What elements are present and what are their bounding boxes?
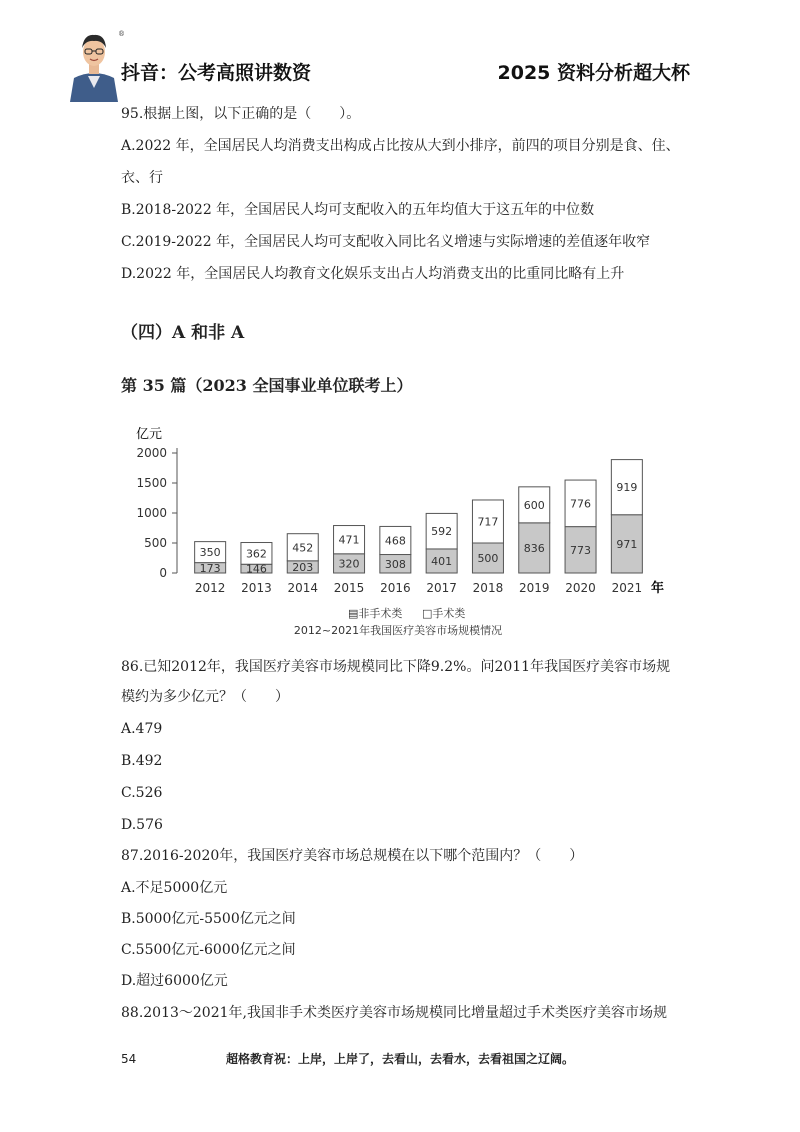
q87-option-c: C.5500亿元-6000亿元之间 (121, 942, 296, 958)
x-tick-label: 2012 (194, 581, 226, 595)
chart-title: 2012~2021年我国医疗美容市场规模情况 (293, 624, 503, 637)
x-tick-label: 2019 (518, 581, 550, 595)
data-label-nonsurgical: 836 (523, 541, 545, 555)
data-label-nonsurgical: 308 (384, 557, 406, 571)
x-tick-label: 2013 (241, 581, 272, 595)
q95-option-b: B.2018-2022 年，全国居民人均可支配收入的五年均值大于这五年的中位数 (121, 202, 595, 218)
y-tick-label: 1500 (136, 476, 167, 490)
x-tick-label: 2016 (380, 581, 411, 595)
data-label-surgical: 471 (338, 533, 360, 547)
legend-surgical: □手术类 (422, 607, 466, 620)
x-tick-label: 2018 (472, 581, 504, 595)
author-avatar (66, 28, 122, 102)
q95-option-a-line1: A.2022 年，全国居民人均消费支出构成占比按从大到小排序，前四的项目分别是食、住、 (121, 138, 680, 154)
trademark-mark: ® (118, 30, 125, 38)
article-heading: 第 35 篇（2023 全国事业单位联考上） (121, 376, 413, 395)
q87-option-b: B.5000亿元-5500亿元之间 (121, 911, 296, 927)
header-book-title: 2025 资料分析超大杯 (497, 62, 690, 84)
data-label-surgical: 452 (292, 541, 314, 555)
y-tick-label: 2000 (136, 446, 167, 460)
data-label-surgical: 350 (199, 546, 221, 560)
y-tick-label: 0 (159, 566, 167, 580)
q86-option-a: A.479 (121, 721, 163, 737)
data-label-nonsurgical: 203 (292, 560, 314, 574)
footer-motto: 超格教育祝：上岸，上岸了，去看山，去看水，去看祖国之辽阔。 (226, 1052, 575, 1066)
q87-stem: 87.2016-2020年，我国医疗美容市场总规模在以下哪个范围内？（ ） (121, 848, 584, 864)
data-label-surgical: 717 (477, 515, 499, 529)
q95-option-d: D.2022 年，全国居民人均教育文化娱乐支出占人均消费支出的比重同比略有上升 (121, 266, 625, 282)
q86-stem-line1: 86.已知2012年，我国医疗美容市场规模同比下降9.2%。问2011年我国医疗美容市场规 (121, 659, 671, 675)
x-tick-label: 2021 (611, 581, 643, 595)
section-heading: （四）A 和非 A (121, 323, 245, 343)
q86-stem-line2: 模约为多少亿元？（ ） (121, 689, 289, 705)
q87-option-d: D.超过6000亿元 (121, 973, 228, 989)
x-tick-label: 2015 (333, 581, 365, 595)
data-label-surgical: 468 (384, 534, 406, 548)
data-label-nonsurgical: 146 (245, 562, 267, 576)
q86-option-c: C.526 (121, 785, 163, 801)
q86-option-d: D.576 (121, 817, 163, 833)
data-label-nonsurgical: 773 (570, 543, 592, 557)
y-axis-label: 亿元 (136, 427, 163, 442)
page-number: 54 (121, 1052, 137, 1066)
y-tick-label: 500 (144, 536, 167, 550)
x-tick-label: 2014 (287, 581, 319, 595)
header-channel-title: 抖音：公考高照讲数资 (121, 62, 312, 84)
data-label-surgical: 919 (616, 481, 638, 495)
data-label-surgical: 362 (245, 547, 267, 561)
data-label-surgical: 592 (431, 525, 453, 539)
data-label-nonsurgical: 320 (338, 557, 360, 571)
y-tick-label: 1000 (136, 506, 167, 520)
data-label-nonsurgical: 971 (616, 537, 638, 551)
q88-stem: 88.2013～2021年,我国非手术类医疗美容市场规模同比增量超过手术类医疗美容市场规 (121, 1005, 667, 1021)
data-label-nonsurgical: 500 (477, 552, 499, 565)
q95-stem: 95.根据上图，以下正确的是（ ）。 (121, 106, 361, 122)
q87-option-a: A.不足5000亿元 (121, 880, 228, 896)
data-label-surgical: 776 (570, 497, 592, 511)
legend-nonsurgical: ▤非手术类 (348, 607, 403, 620)
data-label-surgical: 600 (523, 498, 545, 512)
x-tick-label: 2020 (565, 581, 596, 595)
q86-option-b: B.492 (121, 753, 163, 769)
data-label-nonsurgical: 401 (431, 554, 453, 568)
medical-beauty-market-chart (130, 420, 670, 645)
q95-option-c: C.2019-2022 年，全国居民人均可支配收入同比名义增速与实际增速的差值逐年收窄 (121, 234, 651, 250)
q95-option-a-line2: 衣、行 (121, 170, 163, 186)
x-tick-label: 2017 (426, 581, 457, 595)
data-label-nonsurgical: 173 (199, 561, 221, 575)
x-axis-label: 年 (651, 581, 665, 596)
